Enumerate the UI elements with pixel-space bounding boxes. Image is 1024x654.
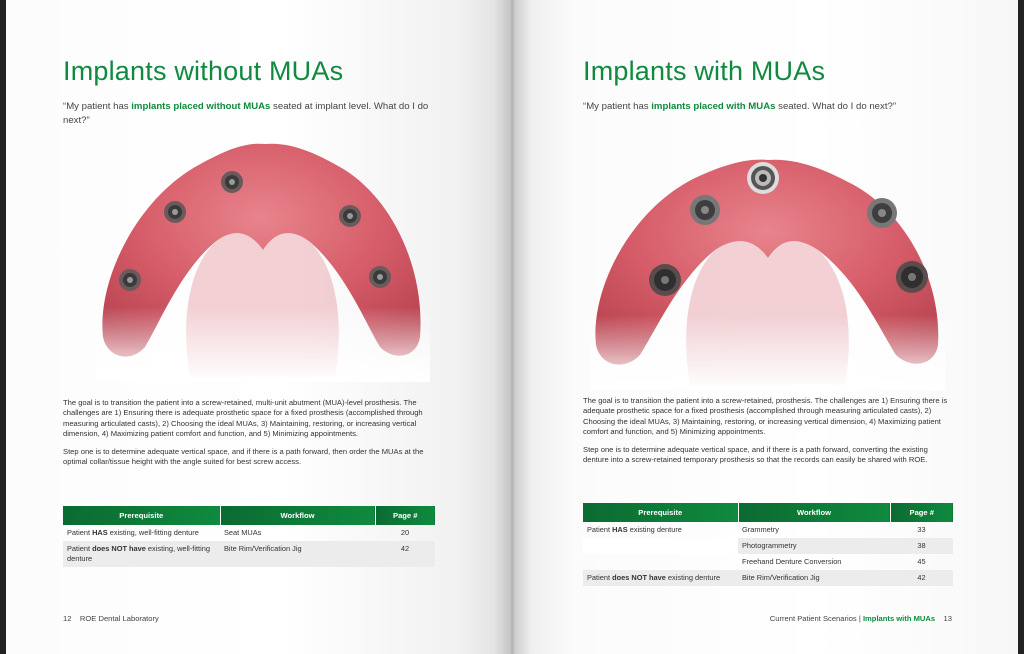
right-page-number: 13 [943,614,952,623]
header-workflow: Workflow [738,503,890,522]
cell-prerequisite: Patient HAS existing, well-fitting denture [67,528,199,537]
left-body-text [63,398,441,476]
cell-page: 45 [917,557,926,566]
cell-prerequisite: Patient does NOT have existing denture [583,570,738,586]
cell-workflow: Photogrammetry [738,538,890,554]
cell-workflow: Seat MUAs [224,528,262,537]
right-workflow-table [583,503,953,586]
header-workflow: Workflow [220,506,375,525]
table-row [583,554,953,570]
header-page: Page # [890,503,953,522]
cell-page: 33 [917,525,926,534]
header-prerequisite: Prerequisite [63,506,220,525]
right-quote: “My patient has implants placed with MUAs seated. What do I do next?” [583,101,897,112]
left-page-title: Implants without MUAs [63,56,344,86]
cell-workflow: Bite Rim/Verification Jig [220,541,375,567]
table-row [63,541,435,567]
cell-workflow: Freehand Denture Conversion [742,557,842,566]
cell-page: 20 [400,528,410,537]
cell-prerequisite: Patient HAS existing denture [587,525,682,534]
right-paragraph-step-one: Step one is to determine adequate vertical space, and if there is a path forward, converting the existing denture into a screw-retained temporary prosthesis so that the records can easily be shared with ROE. [583,445,928,465]
left-paragraph-step-one: Step one is to determine adequate vertical space, and if there is a path forward, then order the MUAs at the optimal collar/tissue height with the angle suited for best screw access. [63,447,424,467]
cell-prerequisite: Patient does NOT have existing, well-fitting denture [63,541,220,567]
edentulous-ridge-with-muas-image [590,150,945,395]
right-page-title: Implants with MUAs [583,56,826,86]
cell-workflow: Bite Rim/Verification Jig [738,570,890,586]
cell-prerequisite [583,554,738,570]
right-footer [770,614,952,623]
left-workflow-table [63,506,435,567]
cell-page: 42 [375,541,435,567]
left-quote: “My patient has implants placed without MUAs seated at implant level. What do I do next?” [63,101,429,126]
table-row [583,522,953,538]
left-footer [63,614,159,623]
left-footer-text: ROE Dental Laboratory [79,614,159,623]
left-paragraph-goal: The goal is to transition the patient into a screw-retained, multi-unit abutment (MUA)-level prosthesis. The challenges are 1) Ensuring there is adequate prosthetic space for a fixed prosthesis (accomplished through measuring articulated casts), 2) Choosing the ideal MUAs, 3) Maintaining, restoring, or increasing vertical dimension, 4) Maximizing patient comfort and function, and 5) Minimizing appointments. [63,398,423,438]
table-header-row [63,506,435,525]
right-footer-highlight: Implants with MUAs [862,614,936,623]
right-paragraph-goal: The goal is to transition the patient into a screw-retained, prosthesis. The challenges are 1) Ensuring there is adequate prosthetic space for a fixed prosthesis (accomplished through measuring articulated casts), 2) Choosing the ideal MUAs, 3) Maintaining, restoring, or increasing vertical dimension, 4) Maximizing patient comfort and function, and 5) Minimizing appointments. [583,396,948,436]
table-row [63,525,435,541]
header-prerequisite: Prerequisite [583,503,738,522]
left-book-edge [0,0,6,654]
table-header-row [583,503,953,522]
edentulous-ridge-implant-level-image [95,132,430,387]
right-body-text [583,396,953,474]
table-row [583,570,953,586]
right-quote-highlight: implants placed with MUAs [651,101,776,112]
right-footer-section: Current Patient Scenarios | [769,614,863,623]
cell-prerequisite [583,538,738,554]
cell-page: 42 [890,570,953,586]
right-book-edge [1018,0,1024,654]
table-row [583,538,953,554]
cell-workflow: Grammetry [742,525,779,534]
left-page-number: 12 [63,614,72,623]
cell-page: 38 [890,538,953,554]
header-page: Page # [375,506,435,525]
right-page [512,0,1024,654]
left-quote-highlight: implants placed without MUAs [131,101,271,112]
